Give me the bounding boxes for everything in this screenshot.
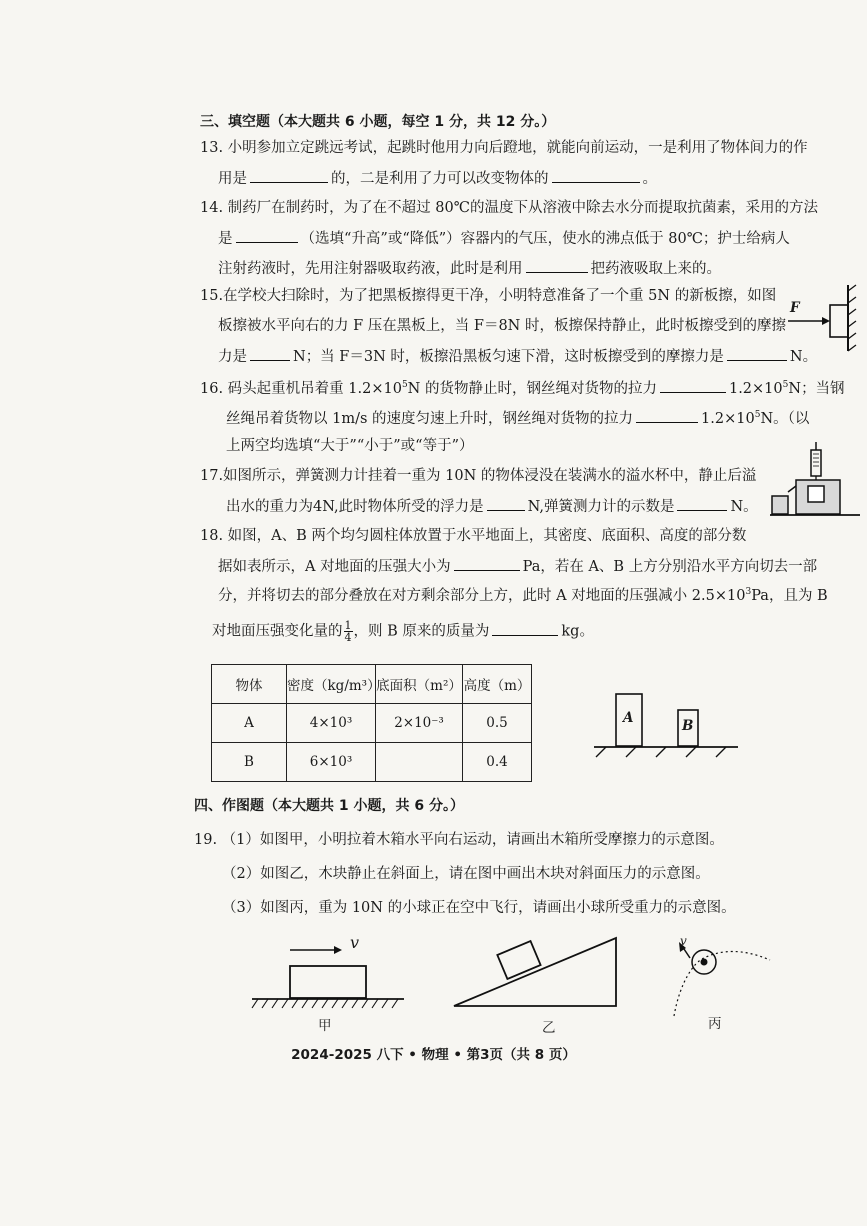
- q14-blank-2[interactable]: [526, 258, 588, 273]
- q18-line3: [218, 586, 828, 606]
- table-cell: A: [212, 704, 287, 743]
- table-cell: 0.4: [463, 743, 532, 782]
- q17-text-a: 出水的重力为4N,此时物体所受的浮力是: [226, 499, 484, 515]
- q14-text-a: 是: [218, 231, 233, 247]
- q17-blank-1[interactable]: [487, 496, 525, 511]
- table-cell: B: [212, 743, 287, 782]
- table-cell: 6×10³: [287, 743, 376, 782]
- table-header-cell: 底面积（m²）: [376, 665, 463, 704]
- q16-text-g: N。（以: [760, 411, 810, 427]
- table-row: [212, 704, 532, 743]
- q16-exp-3: 5: [754, 410, 761, 421]
- q16-exp-1: 5: [401, 380, 408, 391]
- table-header-cell: 密度（kg/m³）: [287, 665, 376, 704]
- q14-line2: [218, 228, 790, 249]
- q18-line1: 18. 如图，A、B 两个均匀圆柱体放置于水平地面上，其密度、底面积、高度的部分数: [200, 528, 747, 544]
- q13-blank-1[interactable]: [250, 168, 328, 183]
- q18-blank-1[interactable]: [454, 556, 520, 571]
- q19-velocity-label-1: v: [350, 933, 360, 952]
- q17-overflow-cup-figure: [770, 440, 862, 522]
- q18-label-b: B: [682, 718, 694, 734]
- table-header-cell: 高度（m）: [463, 665, 532, 704]
- q19-line2: （2）如图乙，木块静止在斜面上，请在图中画出木块对斜面压力的示意图。: [222, 866, 710, 882]
- q19-figure-yi: [450, 932, 620, 1012]
- q14-text-b: （选填“升高”或“降低”）容器内的气压，使水的沸点低于 80℃；护士给病人: [300, 231, 790, 247]
- q15-text-a: 力是: [218, 349, 247, 365]
- q18-blank-2[interactable]: [492, 621, 558, 636]
- q16-blank-1[interactable]: [660, 378, 726, 393]
- q19-label-jia: 甲: [318, 1018, 332, 1034]
- q13-text-a: 用是: [218, 171, 247, 187]
- q17-line1: 17.如图所示，弹簧测力计挂着一重为 10N 的物体浸没在装满水的溢水杯中，静止后溢: [200, 468, 757, 484]
- q16-text-d: N；当钢: [788, 381, 845, 397]
- q14-blank-1[interactable]: [236, 228, 298, 243]
- q16-exp-2: 5: [782, 380, 789, 391]
- section-heading-drawing: 四、作图题（本大题共 1 小题，共 6 分。）: [194, 798, 464, 814]
- q14-text-c: 注射药液时，先用注射器吸取药液，此时是利用: [218, 261, 523, 277]
- q18-label-a: A: [623, 710, 634, 726]
- q19-figure-jia: [250, 938, 406, 1018]
- q19-figure-bing: [660, 932, 780, 1022]
- table-header-cell: 物体: [212, 665, 287, 704]
- q13-text-c: 。: [642, 171, 657, 187]
- q18-text-f: ，则 B 原来的质量为: [353, 623, 490, 640]
- q18-exp: 3: [745, 587, 752, 598]
- q15-line2: 板擦被水平向右的力 F 压在黑板上，当 F＝8N 时，板擦保持静止，此时板擦受到的摩擦: [218, 318, 786, 334]
- q18-data-table: [211, 664, 532, 782]
- q18-text-e: 对地面压强变化量的: [212, 623, 343, 640]
- q16-line1: [200, 378, 845, 399]
- q19-line3: （3）如图丙，重为 10N 的小球正在空中飞行，请画出小球所受重力的示意图。: [222, 900, 736, 916]
- q16-text-c: 1.2×10: [728, 381, 783, 397]
- q16-text-a: 16. 码头起重机吊着重 1.2×10: [200, 381, 402, 397]
- q13-blank-2[interactable]: [552, 168, 640, 183]
- q19-label-yi: 乙: [542, 1020, 556, 1036]
- page-footer: 2024-2025 八下 • 物理 • 第3页（共 8 页）: [291, 1047, 576, 1063]
- table-header-row: [212, 665, 532, 704]
- q14-line3: [218, 258, 721, 279]
- q15-text-c: N。: [789, 349, 818, 365]
- q14-line1: 14. 制药厂在制药时，为了在不超过 80℃的温度下从溶液中除去水分而提取抗菌素，采用的方法: [200, 200, 818, 216]
- q19-label-bing: 丙: [708, 1016, 722, 1032]
- q18-text-d: Pa，且为 B: [751, 588, 828, 604]
- q15-line3: [218, 346, 817, 367]
- q17-text-c: N。: [730, 499, 758, 515]
- q19-velocity-label-2: v: [680, 934, 687, 948]
- q19-line1: 19. （1）如图甲，小明拉着木箱水平向右运动，请画出木箱所受摩擦力的示意图。: [194, 832, 724, 848]
- q15-blank-1[interactable]: [250, 346, 290, 361]
- q13-line1: 13. 小明参加立定跳远考试，起跳时他用力向后蹬地，就能向前运动，一是利用了物体间力的作: [200, 140, 808, 156]
- q17-text-b: N,弹簧测力计的示数是: [527, 499, 675, 515]
- q18-text-c: 分，并将切去的部分叠放在对方剩余部分上方，此时 A 对地面的压强减小 2.5×10: [218, 588, 746, 604]
- q15-line1: 15.在学校大扫除时，为了把黑板擦得更干净，小明特意准备了一个重 5N 的新板擦，如图: [200, 288, 777, 304]
- q13-line2: [218, 168, 657, 189]
- table-cell: 0.5: [463, 704, 532, 743]
- q16-blank-2[interactable]: [636, 408, 698, 423]
- q18-text-a: 据如表所示，A 对地面的压强大小为: [218, 559, 451, 575]
- q15-eraser-figure: [780, 285, 860, 355]
- table-cell[interactable]: [376, 743, 463, 782]
- q17-line2: [226, 496, 758, 517]
- q14-text-d: 把药液吸取上来的。: [590, 261, 721, 277]
- q15-blank-2[interactable]: [727, 346, 787, 361]
- table-cell: 2×10⁻³: [376, 704, 463, 743]
- q16-line2: [226, 408, 809, 429]
- q18-fraction: [344, 620, 353, 643]
- q16-line3: 上两空均选填“大于”“小于”或“等于”）: [226, 438, 474, 454]
- q18-text-g: kg。: [561, 623, 594, 640]
- section-heading-fill-blank: 三、填空题（本大题共 6 小题，每空 1 分，共 12 分。）: [200, 114, 556, 130]
- q15-force-label: F: [790, 300, 800, 316]
- q13-text-b: 的，二是利用了力可以改变物体的: [331, 171, 549, 187]
- table-row: [212, 743, 532, 782]
- q18-line4: [212, 620, 594, 643]
- q18-cylinders-figure: [592, 690, 740, 760]
- q18-frac-num: 1: [344, 619, 352, 632]
- q18-text-b: Pa，若在 A、B 上方分别沿水平方向切去一部: [522, 559, 818, 575]
- q18-frac-den: 4: [344, 631, 352, 644]
- q15-text-b: N；当 F＝3N 时，板擦沿黑板匀速下滑，这时板擦受到的摩擦力是: [293, 349, 724, 365]
- q18-line2: [218, 556, 817, 577]
- table-cell: 4×10³: [287, 704, 376, 743]
- q16-text-f: 1.2×10: [701, 411, 755, 427]
- q16-text-e: 丝绳吊着货物以 1m/s 的速度匀速上升时，钢丝绳对货物的拉力: [226, 411, 634, 427]
- q17-blank-2[interactable]: [677, 496, 727, 511]
- q16-text-b: N 的货物静止时，钢丝绳对货物的拉力: [407, 381, 657, 397]
